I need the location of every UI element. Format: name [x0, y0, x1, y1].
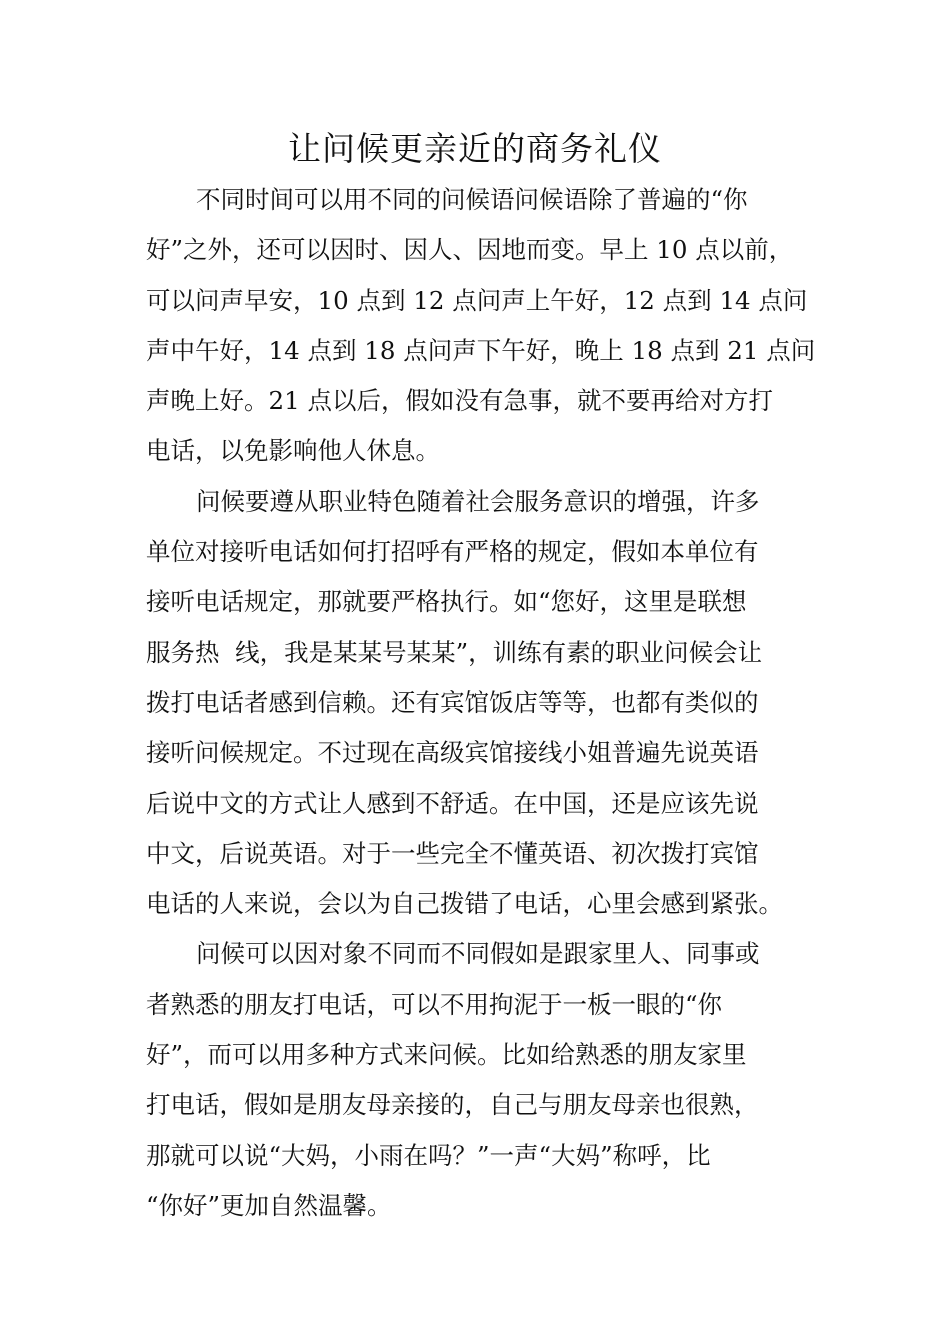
- document-title: 让问候更亲近的商务礼仪: [288, 129, 662, 168]
- paragraph-line: 单位对接听电话如何打招呼有严格的规定，假如本单位有: [146, 537, 759, 567]
- paragraph-line: 打电话，假如是朋友母亲接的，自己与朋友母亲也很熟，: [146, 1090, 759, 1120]
- paragraph-line: 接听问候规定。不过现在高级宾馆接线小姐普遍先说英语: [146, 738, 759, 768]
- paragraph-line: 好”，而可以用多种方式来问候。比如给熟悉的朋友家里: [146, 1040, 747, 1070]
- paragraph-line: 电话的人来说，会以为自己拨错了电话，心里会感到紧张。: [146, 889, 783, 919]
- paragraph-line: 好”之外，还可以因时、因人、因地而变。早上 10 点以前，: [146, 235, 794, 265]
- document-body: [146, 175, 814, 1231]
- paragraph-line: 电话，以免影响他人休息。: [146, 436, 440, 466]
- paragraph-line: 可以问声早安，10 点到 12 点问声上午好，12 点到 14 点问: [146, 285, 808, 315]
- paragraph-line: 拨打电话者感到信赖。还有宾馆饭店等等，也都有类似的: [146, 687, 759, 717]
- paragraph-line: 中文，后说英语。对于一些完全不懂英语、初次拨打宾馆: [146, 838, 759, 868]
- paragraph-line: 接听电话规定，那就要严格执行。如“您好，这里是联想: [146, 587, 747, 617]
- paragraph-line: “你好”更加自然温馨。: [146, 1190, 392, 1220]
- paragraph-audience-greetings: [146, 929, 814, 1231]
- paragraph-line: 声晚上好。21 点以后，假如没有急事，就不要再给对方打: [146, 386, 773, 416]
- paragraph-line: 那就可以说“大妈，小雨在吗？”一声“大妈”称呼，比: [146, 1140, 711, 1170]
- paragraph-line: 问候可以因对象不同而不同假如是跟家里人、同事或: [196, 939, 760, 969]
- paragraph-professional-greetings: [146, 477, 814, 930]
- paragraph-line: 者熟悉的朋友打电话，可以不用拘泥于一板一眼的“你: [146, 989, 723, 1019]
- paragraph-line: 不同时间可以用不同的问候语问候语除了普遍的“你: [196, 185, 748, 214]
- paragraph-line: 服务热 线，我是某某号某某”，训练有素的职业问候会让: [146, 637, 763, 667]
- paragraph-line: 声中午好，14 点到 18 点问声下午好，晚上 18 点到 21 点问: [146, 335, 816, 365]
- paragraph-line: 后说中文的方式让人感到不舒适。在中国，还是应该先说: [146, 788, 759, 818]
- paragraph-line: 问候要遵从职业特色随着社会服务意识的增强，许多: [196, 486, 760, 516]
- paragraph-time-greetings: [146, 175, 814, 477]
